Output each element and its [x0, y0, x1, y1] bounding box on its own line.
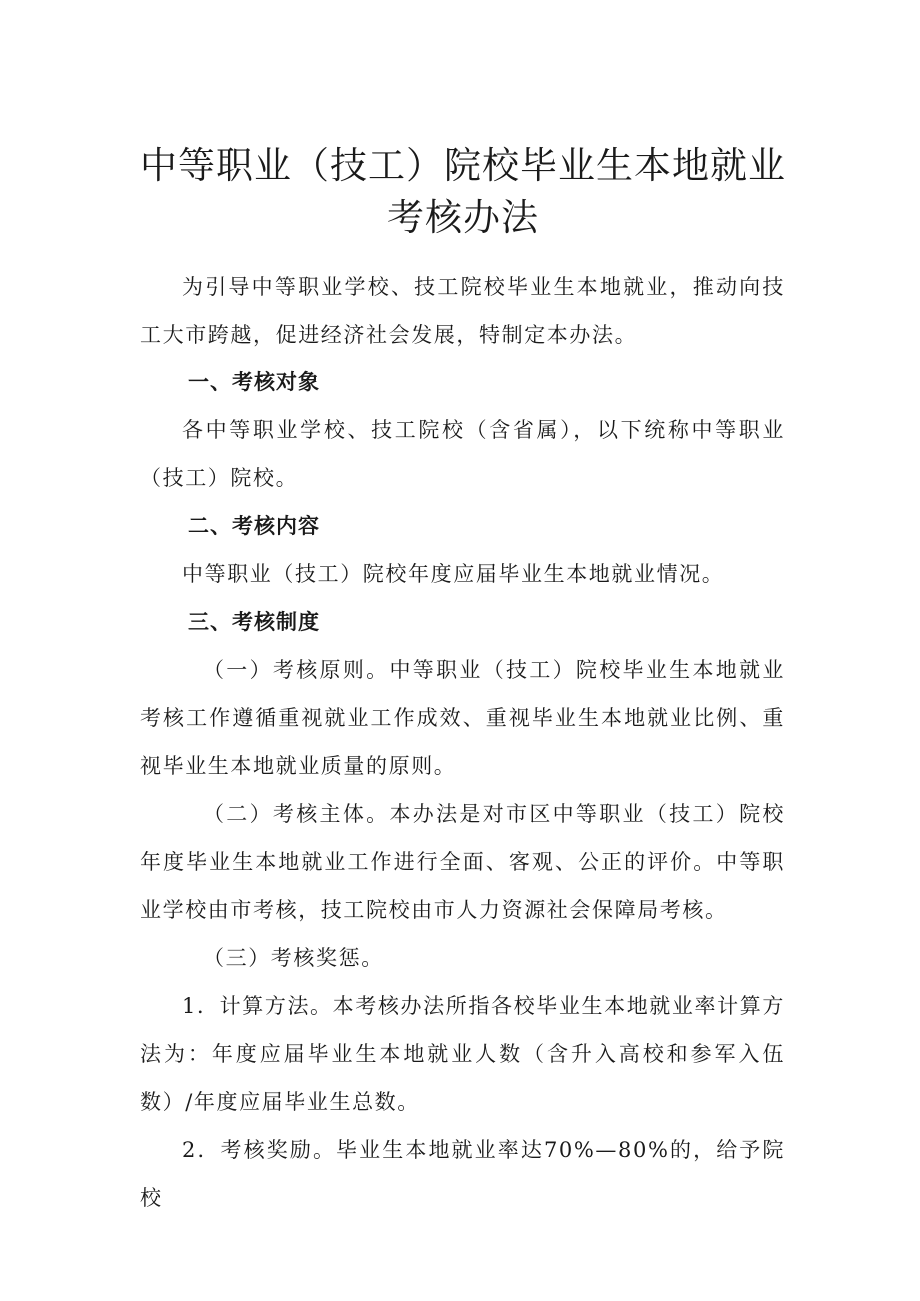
- section-heading-1: 一、考核对象: [188, 370, 320, 394]
- item-rewards: （三）考核奖惩。: [203, 946, 384, 970]
- item-calculation: 1．计算方法。本考核办法所指各校毕业生本地就业率计算方法为：年度应届毕业生本地就业人数（含升入高校和参军入伍数）/年度应届毕业生总数。: [140, 994, 785, 1114]
- document-title: 中等职业（技工）院校毕业生本地就业考核办法: [140, 144, 786, 239]
- section-body-1: 各中等职业学校、技工院校（含省属），以下统称中等职业（技工）院校。: [140, 418, 785, 490]
- item-principle: （一）考核原则。中等职业（技工）院校毕业生本地就业考核工作遵循重视就业工作成效、重视毕业生本地就业比例、重视毕业生本地就业质量的原则。: [140, 658, 785, 778]
- section-body-2: 中等职业（技工）院校年度应届毕业生本地就业情况。: [182, 562, 725, 586]
- intro-paragraph: 为引导中等职业学校、技工院校毕业生本地就业，推动向技工大市跨越，促进经济社会发展，特制定本办法。: [140, 275, 785, 347]
- section-heading-2: 二、考核内容: [188, 514, 320, 538]
- item-reward: 2．考核奖励。毕业生本地就业率达70%—80%的，给予院校: [140, 1138, 785, 1210]
- item-subject: （二）考核主体。本办法是对市区中等职业（技工）院校年度毕业生本地就业工作进行全面、客观、公正的评价。中等职业学校由市考核，技工院校由市人力资源社会保障局考核。: [140, 802, 785, 922]
- section-heading-3: 三、考核制度: [188, 610, 320, 634]
